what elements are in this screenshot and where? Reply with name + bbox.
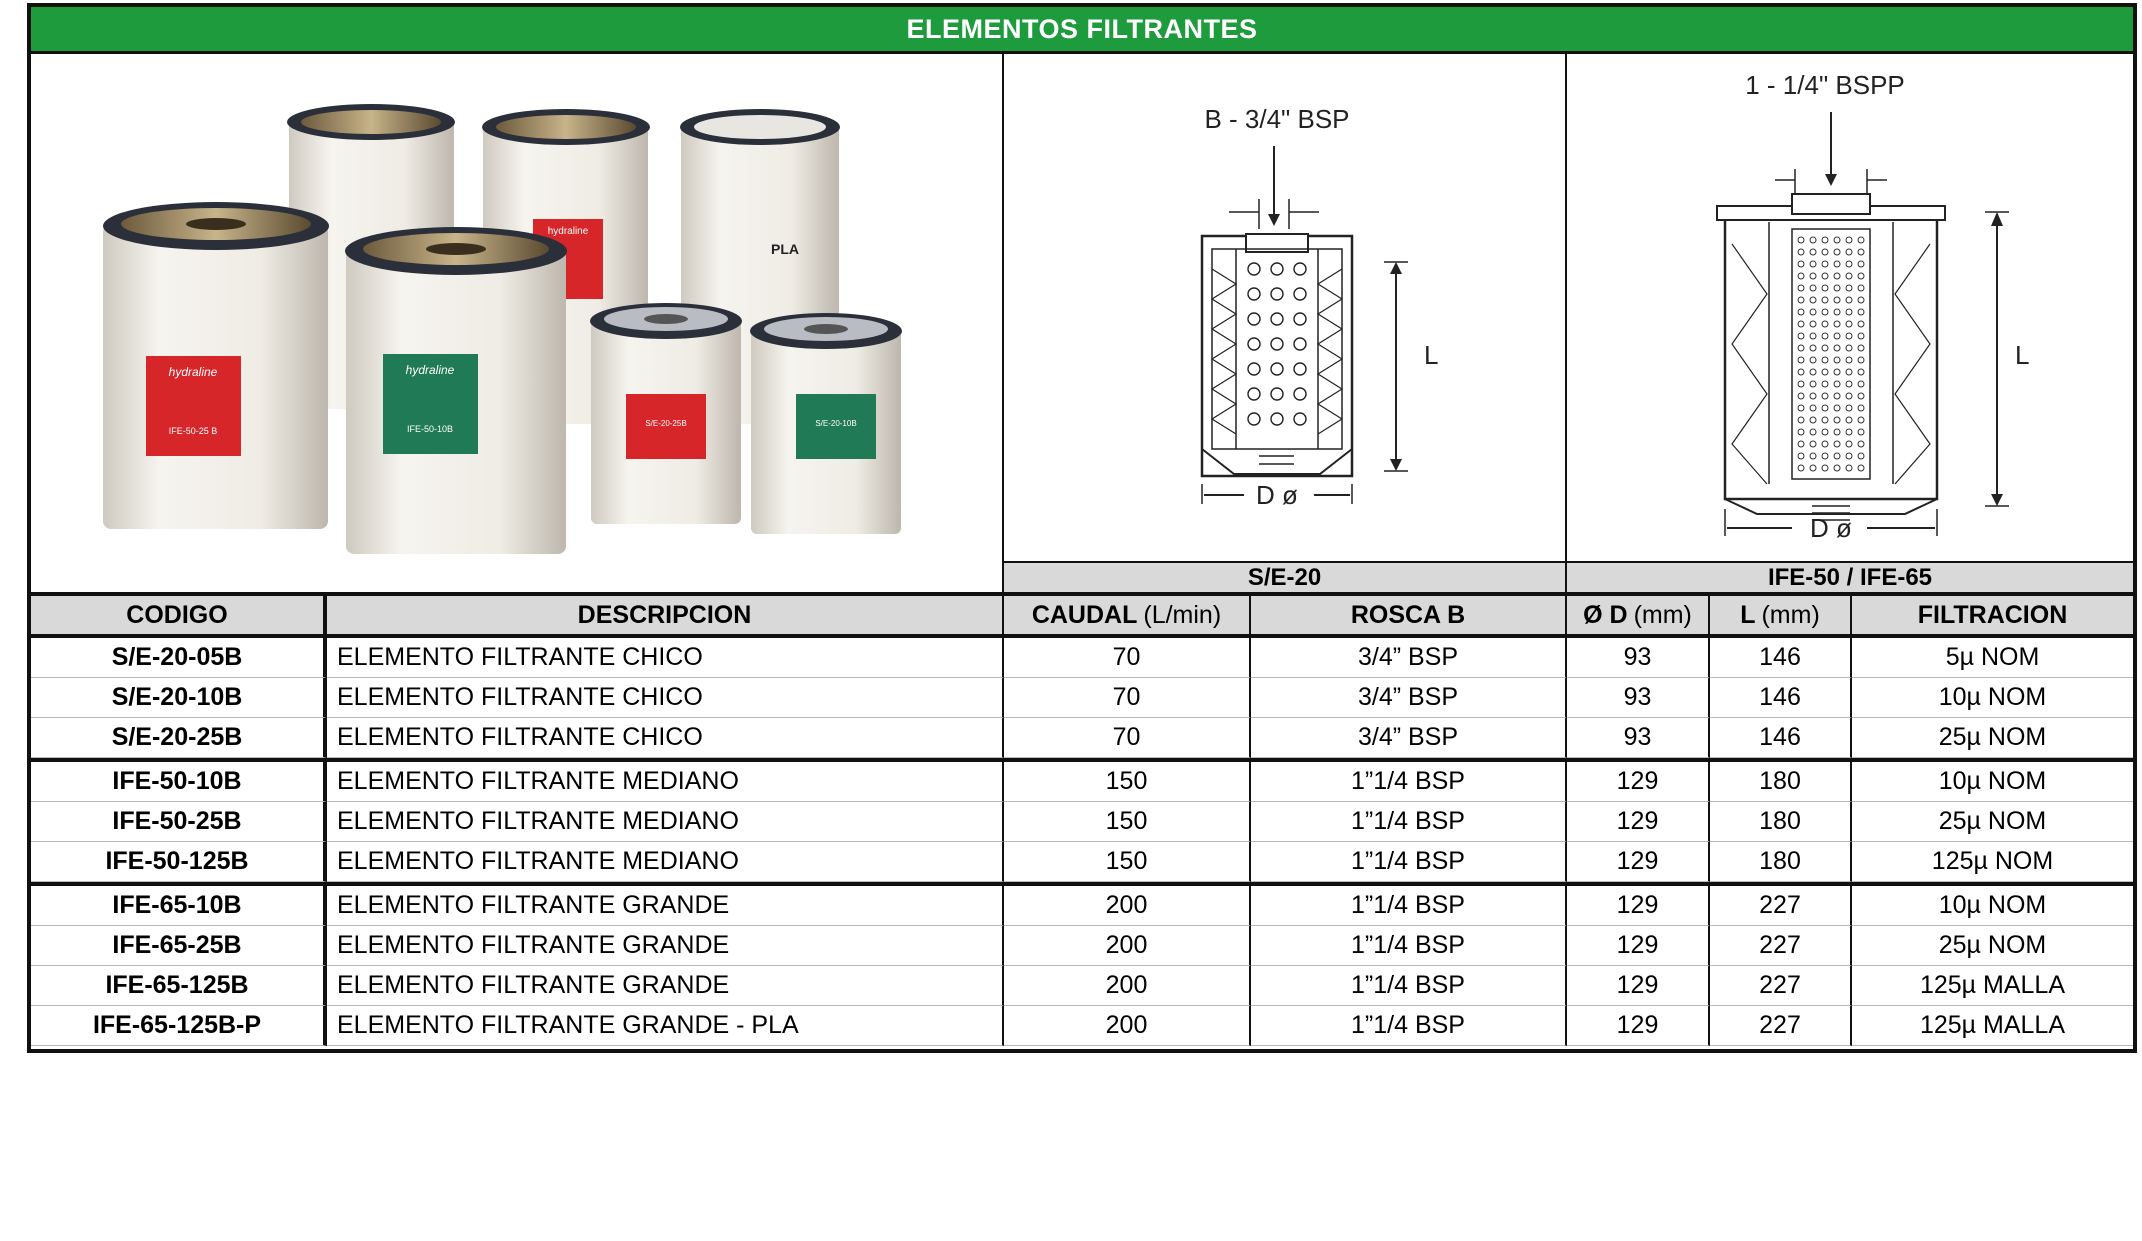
cell-descripcion: ELEMENTO FILTRANTE GRANDE (327, 886, 1004, 926)
cell-caudal: 200 (1004, 966, 1251, 1006)
cell-diametro: 93 (1567, 678, 1710, 718)
cell-largo: 180 (1710, 762, 1852, 802)
cell-diametro: 129 (1567, 842, 1710, 882)
cell-descripcion: ELEMENTO FILTRANTE GRANDE - PLA (327, 1006, 1004, 1046)
cell-largo: 227 (1710, 886, 1852, 926)
cell-codigo: IFE-65-125B-P (31, 1006, 327, 1046)
subheader-blank (31, 561, 1004, 596)
col-header-diametro: Ø D (mm) (1567, 596, 1710, 638)
cell-filtracion: 5µ NOM (1852, 638, 2133, 678)
svg-text:1 - 1/4" BSPP: 1 - 1/4" BSPP (1745, 70, 1905, 100)
cell-caudal: 150 (1004, 842, 1251, 882)
filter-front-small-left (590, 303, 742, 524)
cell-diametro: 93 (1567, 718, 1710, 758)
cell-rosca: 1”1/4 BSP (1251, 762, 1567, 802)
cell-caudal: 150 (1004, 802, 1251, 842)
diagram-se20 (1004, 54, 1567, 561)
cell-diametro: 129 (1567, 926, 1710, 966)
cell-caudal: 70 (1004, 638, 1251, 678)
cell-rosca: 3/4” BSP (1251, 718, 1567, 758)
perforated-core (1792, 229, 1870, 479)
cell-diametro: 93 (1567, 638, 1710, 678)
cell-diametro: 129 (1567, 1006, 1710, 1046)
thread-label: B - 3/4" BSP (1204, 104, 1350, 134)
cell-filtracion: 10µ NOM (1852, 762, 2133, 802)
cell-filtracion: 125µ MALLA (1852, 966, 2133, 1006)
svg-text:hydraline: hydraline (168, 365, 218, 379)
diagram-ife50-ife65 (1567, 54, 2133, 561)
cell-caudal: 200 (1004, 886, 1251, 926)
svg-text:hydraline: hydraline (547, 226, 589, 237)
cell-largo: 227 (1710, 966, 1852, 1006)
cell-largo: 146 (1710, 638, 1852, 678)
col-header-caudal: CAUDAL (L/min) (1004, 596, 1251, 638)
svg-text:L: L (1424, 340, 1439, 370)
subheader-ife: IFE-50 / IFE-65 (1567, 561, 2133, 596)
svg-text:S/E-20-25B: S/E-20-25B (645, 419, 687, 428)
cell-descripcion: ELEMENTO FILTRANTE CHICO (327, 718, 1004, 758)
cell-diametro: 129 (1567, 886, 1710, 926)
col-header-descripcion: DESCRIPCION (327, 596, 1004, 638)
se20-cross-section (1004, 54, 1567, 561)
filter-front-left (103, 202, 329, 529)
cell-filtracion: 25µ NOM (1852, 926, 2133, 966)
cell-largo: 227 (1710, 1006, 1852, 1046)
cell-descripcion: ELEMENTO FILTRANTE MEDIANO (327, 762, 1004, 802)
cell-caudal: 200 (1004, 1006, 1251, 1046)
cell-descripcion: ELEMENTO FILTRANTE CHICO (327, 638, 1004, 678)
cell-rosca: 1”1/4 BSP (1251, 886, 1567, 926)
cell-caudal: 70 (1004, 718, 1251, 758)
filter-elements-sheet (27, 3, 2137, 1053)
cell-diametro: 129 (1567, 762, 1710, 802)
cell-rosca: 1”1/4 BSP (1251, 966, 1567, 1006)
cell-codigo: IFE-50-25B (31, 802, 327, 842)
svg-text:IFE-50-25 B: IFE-50-25 B (168, 426, 218, 436)
product-photo (31, 54, 1004, 561)
col-header-rosca: ROSCA B (1251, 596, 1567, 638)
cell-rosca: 1”1/4 BSP (1251, 1006, 1567, 1046)
cell-rosca: 3/4” BSP (1251, 678, 1567, 718)
cell-largo: 146 (1710, 718, 1852, 758)
cell-descripcion: ELEMENTO FILTRANTE MEDIANO (327, 802, 1004, 842)
filter-front-center (345, 227, 567, 554)
cell-diametro: 129 (1567, 802, 1710, 842)
cell-codigo: IFE-65-25B (31, 926, 327, 966)
subheader-se20: S/E-20 (1004, 561, 1567, 596)
cell-filtracion: 10µ NOM (1852, 678, 2133, 718)
svg-text:IFE-50-10B: IFE-50-10B (406, 424, 454, 434)
cell-codigo: S/E-20-10B (31, 678, 327, 718)
cell-rosca: 3/4” BSP (1251, 638, 1567, 678)
cell-largo: 146 (1710, 678, 1852, 718)
cell-filtracion: 10µ NOM (1852, 886, 2133, 926)
cell-descripcion: ELEMENTO FILTRANTE GRANDE (327, 966, 1004, 1006)
ife-cross-section (1567, 54, 2133, 561)
cell-codigo: IFE-50-10B (31, 762, 327, 802)
cell-codigo: S/E-20-05B (31, 638, 327, 678)
cell-rosca: 1”1/4 BSP (1251, 802, 1567, 842)
cell-rosca: 1”1/4 BSP (1251, 842, 1567, 882)
cell-largo: 227 (1710, 926, 1852, 966)
page-title: ELEMENTOS FILTRANTES (31, 7, 2133, 54)
filters-photo-illustration (31, 54, 1004, 561)
cell-codigo: IFE-65-125B (31, 966, 327, 1006)
col-header-filtracion: FILTRACION (1852, 596, 2133, 638)
col-header-largo: L (mm) (1710, 596, 1852, 638)
cell-filtracion: 125µ NOM (1852, 842, 2133, 882)
cell-caudal: 70 (1004, 678, 1251, 718)
cell-codigo: IFE-65-10B (31, 886, 327, 926)
svg-text:D ø: D ø (1810, 513, 1852, 543)
filter-front-small-right (750, 313, 902, 534)
cell-descripcion: ELEMENTO FILTRANTE CHICO (327, 678, 1004, 718)
cell-largo: 180 (1710, 842, 1852, 882)
cell-caudal: 200 (1004, 926, 1251, 966)
cell-descripcion: ELEMENTO FILTRANTE MEDIANO (327, 842, 1004, 882)
cell-caudal: 150 (1004, 762, 1251, 802)
svg-text:D ø: D ø (1256, 480, 1298, 510)
cell-descripcion: ELEMENTO FILTRANTE GRANDE (327, 926, 1004, 966)
svg-text:S/E-20-10B: S/E-20-10B (815, 419, 857, 428)
cell-largo: 180 (1710, 802, 1852, 842)
cell-filtracion: 25µ NOM (1852, 802, 2133, 842)
cell-codigo: S/E-20-25B (31, 718, 327, 758)
cell-diametro: 129 (1567, 966, 1710, 1006)
svg-text:L: L (2015, 340, 2030, 370)
svg-text:PLA: PLA (771, 241, 799, 257)
col-header-codigo: CODIGO (31, 596, 327, 638)
cell-rosca: 1”1/4 BSP (1251, 926, 1567, 966)
cell-filtracion: 125µ MALLA (1852, 1006, 2133, 1046)
cell-filtracion: 25µ NOM (1852, 718, 2133, 758)
svg-text:hydraline: hydraline (405, 363, 455, 377)
cell-codigo: IFE-50-125B (31, 842, 327, 882)
